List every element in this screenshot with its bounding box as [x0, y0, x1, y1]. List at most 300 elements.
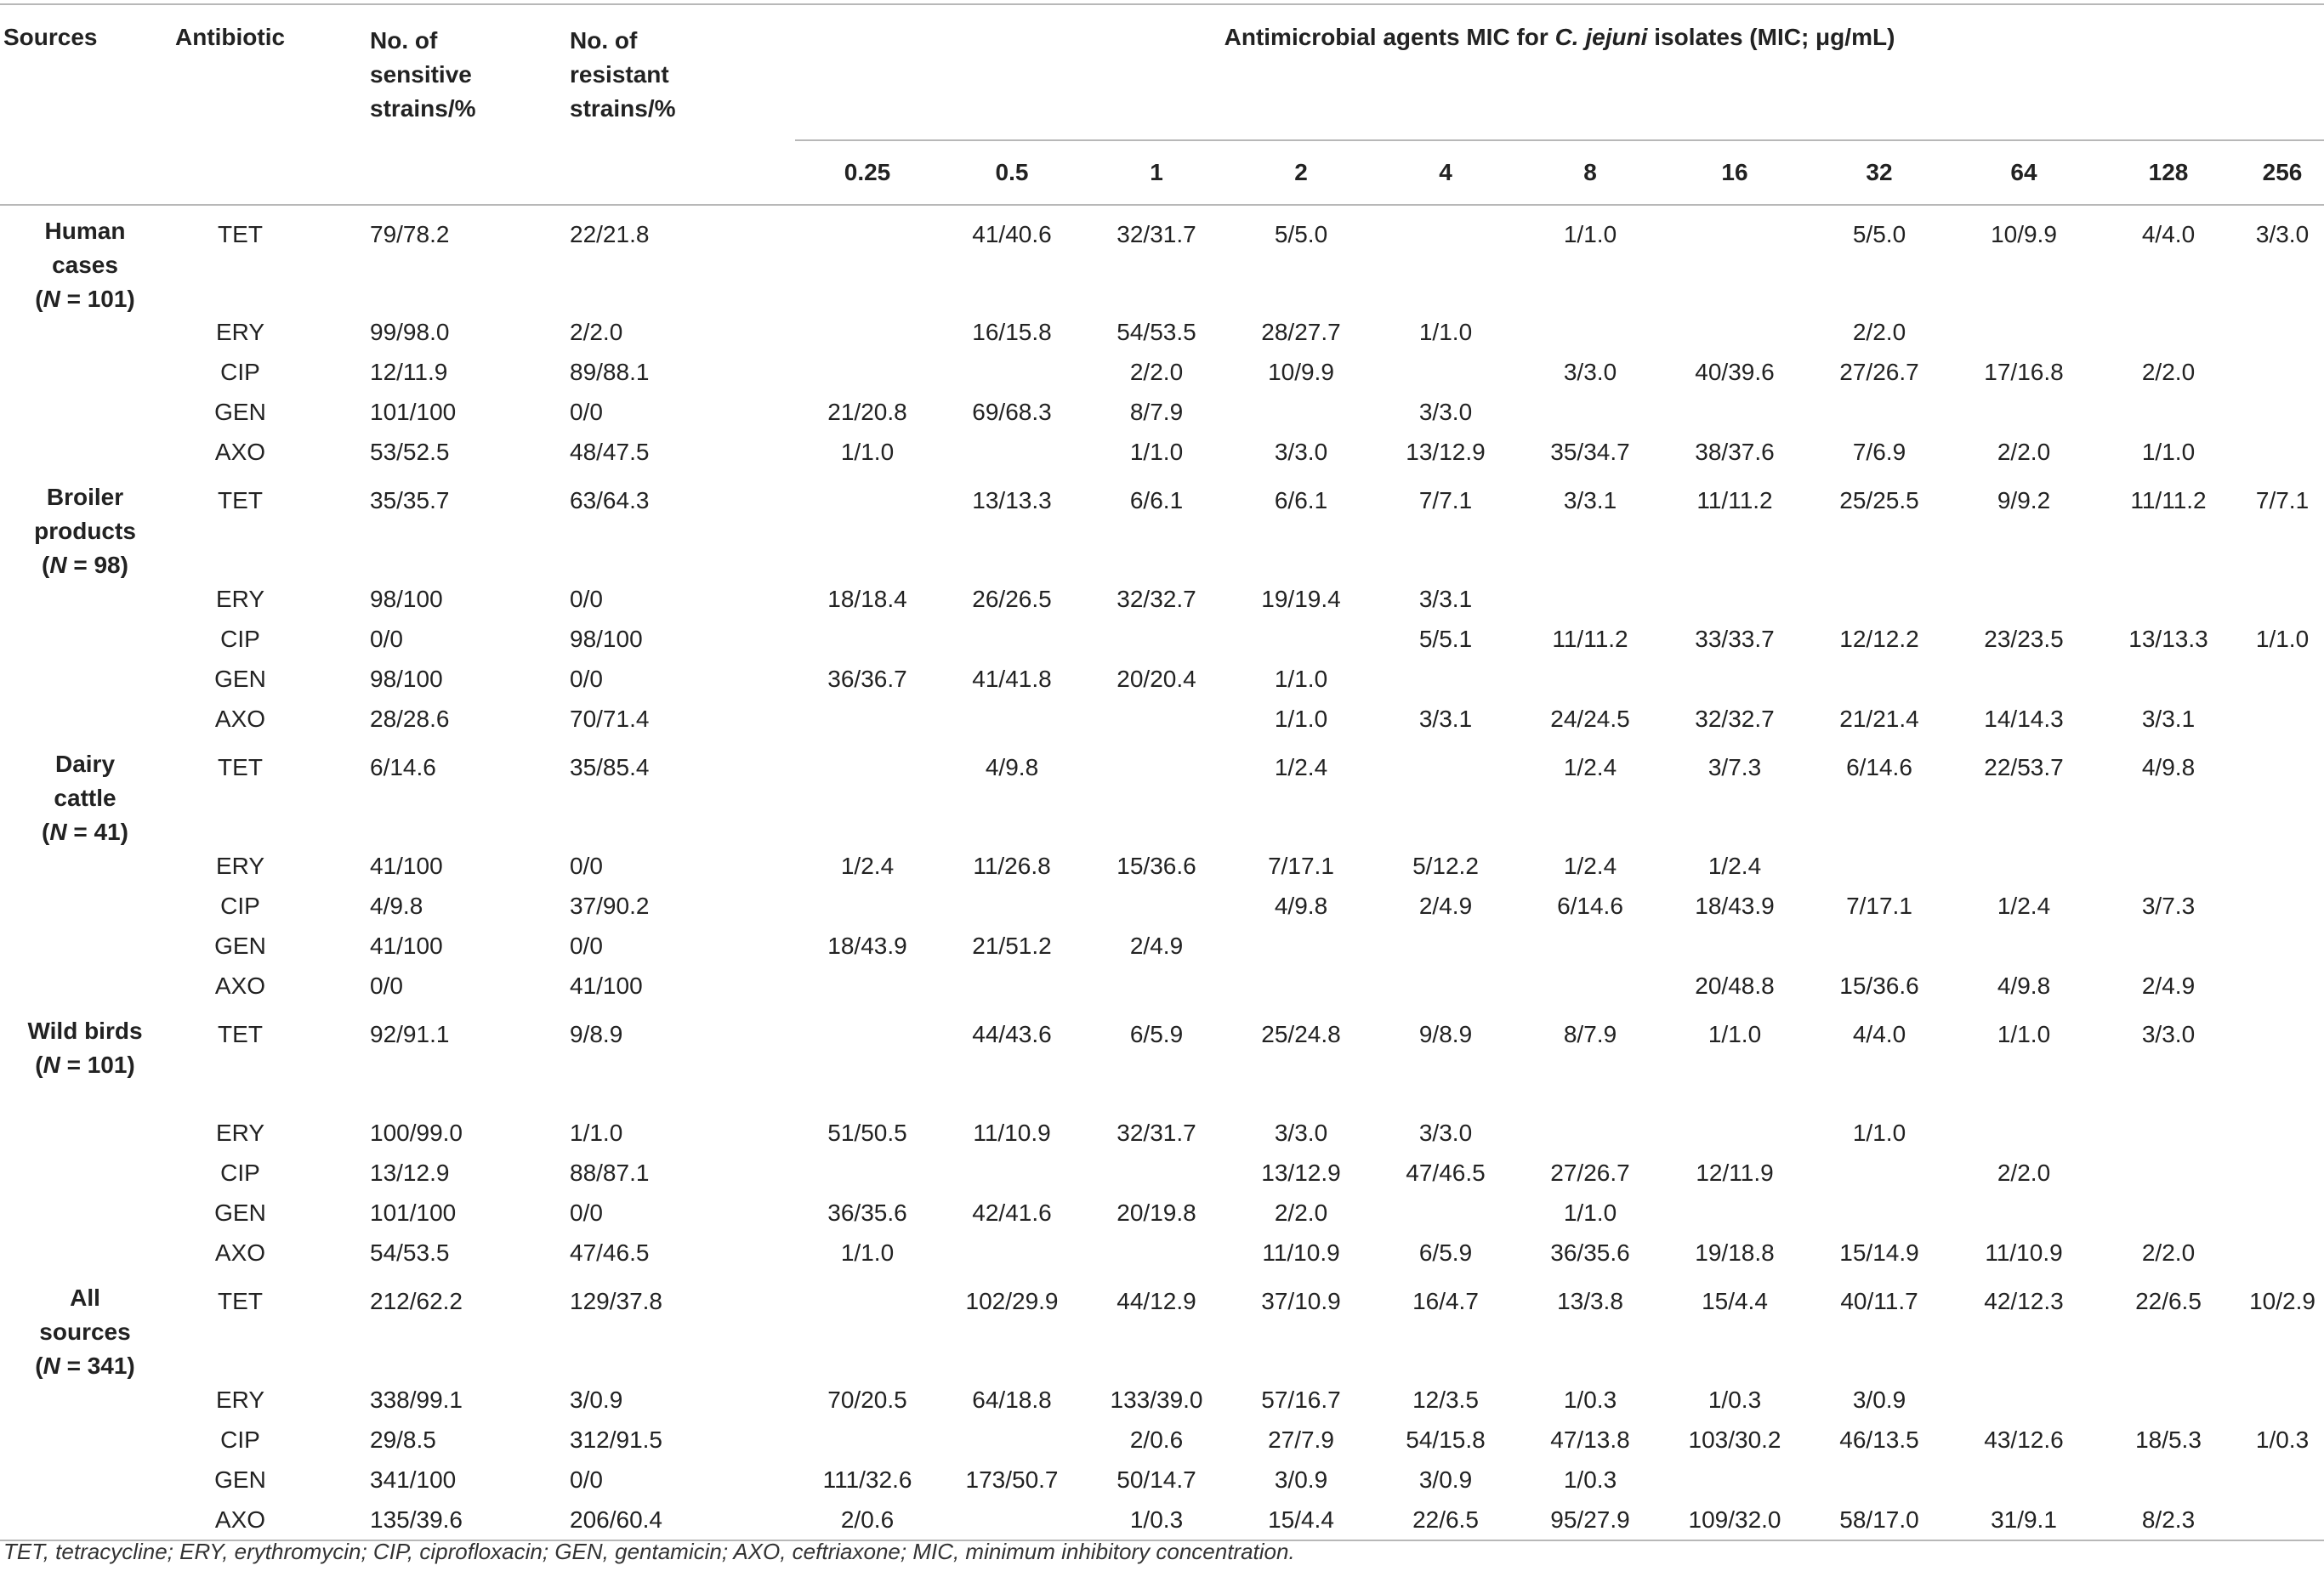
- sensitive-cell: 135/39.6: [370, 1506, 463, 1533]
- source-n-value: = 341): [60, 1353, 135, 1379]
- mic-cell: 4/4.0: [1852, 1021, 1906, 1047]
- mic-cell: [1807, 846, 1952, 886]
- mic-cell: [1952, 926, 2096, 966]
- mic-cell: 22/53.7: [1984, 754, 2064, 780]
- sensitive-cell: 35/35.7: [370, 487, 450, 513]
- antibiotic-cell: ERY: [215, 319, 265, 345]
- table-row: [0, 1233, 2324, 1273]
- mic-cell: 3/3.1: [1418, 706, 1473, 732]
- mic-cell: 14/14.3: [1984, 706, 2064, 732]
- antibiotic-cell: TET: [218, 221, 263, 247]
- sensitive-cell: 98/100: [370, 666, 443, 692]
- mic-cell: 6/14.6: [1846, 754, 1912, 780]
- mic-cell: 5/12.2: [1412, 853, 1479, 879]
- resistant-cell: 206/60.4: [570, 1506, 662, 1533]
- mic-cell: 6/5.9: [1418, 1239, 1473, 1266]
- mic-cell: [1952, 1193, 2096, 1233]
- mic-cell: 2/2.0: [2141, 1239, 2196, 1266]
- mic-cell: 3/7.3: [2141, 893, 2196, 919]
- header-mic-prefix: Antimicrobial agents MIC for: [1224, 24, 1555, 50]
- mic-cell: 47/13.8: [1550, 1426, 1630, 1453]
- mic-cell: 95/27.9: [1550, 1506, 1630, 1533]
- mic-cell: [795, 699, 940, 739]
- source-n-value: = 101): [60, 1052, 135, 1078]
- sensitive-cell: 341/100: [370, 1466, 457, 1493]
- source-cell: Broiler products (N = 98): [34, 484, 136, 578]
- sensitive-cell: 41/100: [370, 853, 443, 879]
- mic-cell: 103/30.2: [1688, 1426, 1781, 1453]
- mic-cell: 38/37.6: [1695, 439, 1775, 465]
- mic-cell: 70/20.5: [827, 1387, 907, 1413]
- antibiotic-cell: ERY: [215, 586, 265, 612]
- mic-cell: [2241, 966, 2324, 1006]
- mic-cell: 3/3.0: [1274, 1120, 1328, 1146]
- mic-cell: [1084, 886, 1229, 926]
- mic-cell: 2/4.9: [2141, 973, 2196, 999]
- mic-cell: 32/32.7: [1695, 706, 1775, 732]
- source-name-line: sources: [39, 1319, 131, 1345]
- mic-cell: [1807, 1193, 1952, 1233]
- mic-cell: [1662, 659, 1807, 699]
- antibiotic-cell: TET: [218, 1288, 263, 1314]
- mic-cell: [2241, 846, 2324, 886]
- mic-cell: 16/15.8: [972, 319, 1052, 345]
- mic-cell: 10/9.9: [1991, 221, 2057, 247]
- mic-cell: 12/3.5: [1412, 1387, 1479, 1413]
- mic-cell: [1373, 1193, 1518, 1233]
- mic-cell: 11/26.8: [973, 853, 1051, 879]
- mic-cell: 1/1.0: [1852, 1120, 1906, 1146]
- header-mic-value: 8: [1583, 159, 1597, 185]
- mic-cell: [1084, 699, 1229, 739]
- resistant-cell: 9/8.9: [570, 1021, 623, 1047]
- mic-cell: 42/12.3: [1984, 1288, 2064, 1314]
- mic-cell: 54/15.8: [1406, 1426, 1486, 1453]
- antibiotic-cell: AXO: [214, 1239, 266, 1266]
- mic-cell: [1807, 392, 1952, 432]
- mic-cell: [795, 312, 940, 352]
- table-row: [0, 352, 2324, 392]
- sensitive-cell: 6/14.6: [370, 754, 436, 780]
- mic-cell: 25/24.8: [1261, 1021, 1341, 1047]
- antibiotic-cell: CIP: [220, 626, 260, 652]
- mic-cell: [2096, 392, 2241, 432]
- table-footnote: TET, tetracycline; ERY, erythromycin; CIP, ciprofloxacin; GEN, gentamicin; AXO, ceftriaxone; MIC, minimum inhibitory concentration.: [3, 1539, 1295, 1564]
- mic-cell: 6/5.9: [1129, 1021, 1184, 1047]
- mic-cell: 2/2.0: [2141, 359, 2196, 385]
- mic-cell: [795, 1006, 940, 1113]
- mic-cell: [2241, 312, 2324, 352]
- source-name-line: cattle: [54, 785, 116, 811]
- mic-cell: [2241, 1006, 2324, 1113]
- mic-cell: 4/9.8: [1997, 973, 2051, 999]
- mic-cell: [1807, 1460, 1952, 1500]
- source-n-label: N: [43, 1052, 60, 1078]
- sensitive-cell: 99/98.0: [370, 319, 450, 345]
- table-row: [0, 432, 2324, 472]
- table-body: [0, 205, 2324, 1540]
- table-row: [0, 926, 2324, 966]
- mic-cell: 46/13.5: [1839, 1426, 1919, 1453]
- mic-cell: 42/41.6: [972, 1200, 1052, 1226]
- mic-cell: 44/12.9: [1117, 1288, 1196, 1314]
- antibiotic-cell: TET: [218, 1021, 263, 1047]
- mic-cell: 15/4.4: [1702, 1288, 1768, 1314]
- mic-cell: 8/7.9: [1129, 399, 1184, 425]
- antibiotic-cell: TET: [218, 487, 263, 513]
- mic-cell: 47/46.5: [1406, 1160, 1486, 1186]
- mic-cell: 3/7.3: [1707, 754, 1762, 780]
- table-row: [0, 886, 2324, 926]
- mic-cell: 1/1.0: [1418, 319, 1473, 345]
- antibiotic-cell: AXO: [214, 973, 266, 999]
- mic-cell: 133/39.0: [1110, 1387, 1203, 1413]
- mic-cell: 1/1.0: [1563, 1200, 1617, 1226]
- mic-cell: [795, 966, 940, 1006]
- mic-cell: 7/17.1: [1268, 853, 1334, 879]
- source-n-value: = 41): [66, 819, 128, 845]
- mic-cell: 22/6.5: [1412, 1506, 1479, 1533]
- mic-cell: [2096, 1193, 2241, 1233]
- mic-cell: [2241, 432, 2324, 472]
- mic-cell: [2241, 1380, 2324, 1420]
- sensitive-cell: 0/0: [370, 973, 403, 999]
- resistant-cell: 35/85.4: [570, 754, 650, 780]
- mic-cell: [795, 619, 940, 659]
- source-name-line: Dairy: [54, 751, 116, 777]
- mic-cell: 3/3.0: [2255, 221, 2310, 247]
- mic-cell: 3/3.0: [1418, 1120, 1473, 1146]
- table-row: [0, 1460, 2324, 1500]
- mic-cell: 5/5.0: [1274, 221, 1328, 247]
- mic-cell: [2096, 1153, 2241, 1193]
- mic-cell: 23/23.5: [1984, 626, 2064, 652]
- mic-cell: 54/53.5: [1117, 319, 1196, 345]
- mic-cell: 11/10.9: [1262, 1239, 1340, 1266]
- mic-cell: 26/26.5: [972, 586, 1052, 612]
- table-row: [0, 699, 2324, 739]
- header-mic-suffix: isolates (MIC; μg/mL): [1647, 24, 1895, 50]
- mic-cell: [2096, 579, 2241, 619]
- header-resistant-line: No. of: [570, 27, 638, 54]
- mic-cell: 32/31.7: [1117, 221, 1196, 247]
- mic-cell: [2096, 1113, 2241, 1153]
- mic-cell: 41/40.6: [972, 221, 1052, 247]
- mic-cell: [1518, 966, 1662, 1006]
- mic-cell: [1518, 579, 1662, 619]
- sensitive-cell: 28/28.6: [370, 706, 450, 732]
- mic-cell: 13/12.9: [1406, 439, 1486, 465]
- resistant-cell: 0/0: [570, 1200, 603, 1226]
- header-mic-value: 256: [2262, 159, 2303, 185]
- resistant-cell: 3/0.9: [570, 1387, 623, 1413]
- mic-cell: [1373, 739, 1518, 846]
- table-row: [0, 1193, 2324, 1233]
- mic-cell: [1952, 659, 2096, 699]
- mic-cell: [940, 1233, 1084, 1273]
- mic-cell: [940, 1420, 1084, 1460]
- source-n-label: N: [49, 819, 67, 845]
- mic-cell: [2241, 659, 2324, 699]
- mic-cell: 1/1.0: [1274, 666, 1328, 692]
- mic-cell: [2241, 886, 2324, 926]
- antibiotic-cell: GEN: [214, 399, 266, 425]
- mic-cell: 20/20.4: [1117, 666, 1196, 692]
- mic-cell: [2241, 1113, 2324, 1153]
- mic-cell: [1662, 205, 1807, 312]
- resistant-cell: 0/0: [570, 666, 603, 692]
- mic-cell: [1807, 926, 1952, 966]
- header-sensitive-line: strains/%: [370, 95, 476, 122]
- mic-cell: 1/1.0: [1129, 439, 1184, 465]
- mic-cell: 13/13.3: [2128, 626, 2208, 652]
- mic-cell: [795, 1420, 940, 1460]
- mic-cell: 20/19.8: [1117, 1200, 1196, 1226]
- mic-cell: [795, 739, 940, 846]
- header-resistant-line: resistant: [570, 61, 669, 88]
- table-row: [0, 312, 2324, 352]
- mic-cell: 18/18.4: [827, 586, 907, 612]
- table-row: [0, 619, 2324, 659]
- mic-cell: [1084, 1233, 1229, 1273]
- mic-cell: 1/1.0: [1563, 221, 1617, 247]
- table-row: [0, 846, 2324, 886]
- mic-cell: 2/2.0: [1997, 439, 2051, 465]
- mic-cell: 15/4.4: [1268, 1506, 1334, 1533]
- mic-cell: [1662, 392, 1807, 432]
- mic-cell: [1662, 1460, 1807, 1500]
- mic-cell: 11/11.2: [1696, 487, 1773, 513]
- mic-cell: 69/68.3: [972, 399, 1052, 425]
- mic-cell: 18/43.9: [1695, 893, 1775, 919]
- header-resistant: [570, 4, 795, 205]
- header-mic-value: 64: [2010, 159, 2037, 185]
- source-n-value: = 98): [66, 552, 128, 578]
- mic-cell: [940, 886, 1084, 926]
- mic-cell: 7/7.1: [1418, 487, 1473, 513]
- sensitive-cell: 0/0: [370, 626, 403, 652]
- mic-cell: [1952, 1460, 2096, 1500]
- source-name-line: Broiler: [46, 484, 124, 510]
- table-row: [0, 1006, 2324, 1113]
- mic-cell: 15/36.6: [1839, 973, 1919, 999]
- mic-cell: 2/2.0: [1274, 1200, 1328, 1226]
- resistant-cell: 0/0: [570, 853, 603, 879]
- source-name-line: products: [34, 518, 136, 544]
- mic-cell: [1662, 926, 1807, 966]
- sensitive-cell: 29/8.5: [370, 1426, 436, 1453]
- mic-cell: [2241, 392, 2324, 432]
- antibiotic-cell: ERY: [215, 1120, 265, 1146]
- source-n-label: N: [49, 552, 67, 578]
- mic-cell: 36/35.6: [1550, 1239, 1630, 1266]
- mic-cell: [2096, 846, 2241, 886]
- source-name-line: cases: [52, 252, 118, 278]
- mic-cell: 5/5.0: [1852, 221, 1906, 247]
- mic-cell: [1229, 926, 1373, 966]
- table-row: [0, 1113, 2324, 1153]
- resistant-cell: 1/1.0: [570, 1120, 623, 1146]
- antibiotic-cell: AXO: [214, 439, 266, 465]
- mic-cell: 11/10.9: [973, 1120, 1051, 1146]
- sensitive-cell: 4/9.8: [370, 893, 423, 919]
- header-mic-species: C. jejuni: [1554, 24, 1648, 50]
- mic-cell: 1/1.0: [2255, 626, 2310, 652]
- mic-cell: [795, 886, 940, 926]
- mic-cell: 111/32.6: [822, 1466, 912, 1493]
- table-row: [0, 1420, 2324, 1460]
- mic-cell: 50/14.7: [1117, 1466, 1196, 1493]
- mic-cell: [795, 472, 940, 579]
- mic-cell: 9/8.9: [1418, 1021, 1473, 1047]
- antibiotic-cell: CIP: [220, 893, 260, 919]
- table-row: [0, 659, 2324, 699]
- header-antibiotic: Antibiotic: [175, 24, 286, 50]
- mic-cell: [2096, 1380, 2241, 1420]
- resistant-cell: 63/64.3: [570, 487, 650, 513]
- mic-cell: [2096, 312, 2241, 352]
- mic-cell: 6/6.1: [1129, 487, 1184, 513]
- header-mic-value: 16: [1721, 159, 1748, 185]
- mic-cell: [1229, 392, 1373, 432]
- table-row: [0, 1153, 2324, 1193]
- mic-cell: 3/3.0: [1274, 439, 1328, 465]
- mic-cell: 2/2.0: [1852, 319, 1906, 345]
- mic-cell: 41/41.8: [972, 666, 1052, 692]
- mic-cell: 11/11.2: [1552, 626, 1628, 652]
- sensitive-cell: 53/52.5: [370, 439, 450, 465]
- mic-cell: 22/6.5: [2135, 1288, 2202, 1314]
- mic-cell: 19/19.4: [1261, 586, 1341, 612]
- mic-cell: 36/35.6: [827, 1200, 907, 1226]
- antibiotic-cell: ERY: [215, 853, 265, 879]
- mic-cell: 18/5.3: [2135, 1426, 2202, 1453]
- table-row: [0, 579, 2324, 619]
- header-resistant-line: strains/%: [570, 95, 676, 122]
- mic-cell: [1662, 1193, 1807, 1233]
- mic-cell: 18/43.9: [827, 933, 907, 959]
- sensitive-cell: 101/100: [370, 399, 457, 425]
- header-mic-value: 0.25: [844, 159, 891, 185]
- sensitive-cell: 100/99.0: [370, 1120, 463, 1146]
- antibiotic-cell: ERY: [215, 1387, 265, 1413]
- mic-cell: [2241, 1153, 2324, 1193]
- header-mic-value: 32: [1866, 159, 1893, 185]
- mic-cell: [2096, 926, 2241, 966]
- mic-cell: [2241, 1233, 2324, 1273]
- header-mic-value: 4: [1439, 159, 1452, 185]
- header-sensitive-line: sensitive: [370, 61, 472, 88]
- mic-cell: [2241, 579, 2324, 619]
- mic-cell: [2241, 739, 2324, 846]
- mic-cell: [940, 352, 1084, 392]
- mic-cell: [2241, 926, 2324, 966]
- resistant-cell: 88/87.1: [570, 1160, 650, 1186]
- mic-cell: [1373, 352, 1518, 392]
- mic-cell: [1952, 579, 2096, 619]
- source-cell: All sources (N = 341): [35, 1285, 135, 1379]
- mic-cell: [1952, 1113, 2096, 1153]
- mic-cell: 1/1.0: [2141, 439, 2196, 465]
- resistant-cell: 98/100: [570, 626, 643, 652]
- resistant-cell: 70/71.4: [570, 706, 650, 732]
- mic-cell: 173/50.7: [965, 1466, 1059, 1493]
- header-mic-group: [795, 4, 2324, 140]
- mic-cell: [940, 699, 1084, 739]
- header-sensitive: [370, 4, 570, 205]
- mic-cell: 1/2.4: [1707, 853, 1762, 879]
- mic-cell: 1/0.3: [1129, 1506, 1184, 1533]
- mic-cell: 24/24.5: [1550, 706, 1630, 732]
- table-row: [0, 1273, 2324, 1380]
- mic-cell: 57/16.7: [1261, 1387, 1341, 1413]
- mic-cell: 4/9.8: [2141, 754, 2196, 780]
- mic-cell: [1518, 659, 1662, 699]
- mic-cell: 1/2.4: [1563, 754, 1617, 780]
- mic-cell: 21/51.2: [972, 933, 1052, 959]
- sensitive-cell: 79/78.2: [370, 221, 450, 247]
- mic-cell: 2/4.9: [1129, 933, 1184, 959]
- mic-cell: 6/14.6: [1557, 893, 1623, 919]
- mic-cell: 16/4.7: [1412, 1288, 1479, 1314]
- mic-cell: [2096, 659, 2241, 699]
- resistant-cell: 37/90.2: [570, 893, 650, 919]
- mic-cell: 8/2.3: [2141, 1506, 2196, 1533]
- mic-cell: [1518, 312, 1662, 352]
- mic-cell: 9/9.2: [1997, 487, 2051, 513]
- antibiotic-cell: GEN: [214, 666, 266, 692]
- antibiotic-cell: GEN: [214, 933, 266, 959]
- mic-cell: [1518, 1113, 1662, 1153]
- mic-cell: [1662, 1113, 1807, 1153]
- source-name-line: All: [70, 1285, 100, 1311]
- mic-cell: [1084, 739, 1229, 846]
- mic-cell: [1662, 579, 1807, 619]
- mic-cell: 6/6.1: [1274, 487, 1328, 513]
- antibiotic-cell: GEN: [214, 1466, 266, 1493]
- mic-cell: [1229, 966, 1373, 1006]
- mic-cell: 36/36.7: [827, 666, 907, 692]
- header-sensitive-line: No. of: [370, 27, 438, 54]
- mic-cell: 58/17.0: [1839, 1506, 1919, 1533]
- mic-cell: 3/3.0: [1418, 399, 1473, 425]
- mic-cell: [940, 1153, 1084, 1193]
- resistant-cell: 48/47.5: [570, 439, 650, 465]
- mic-cell: 43/12.6: [1984, 1426, 2064, 1453]
- mic-cell: 4/9.8: [985, 754, 1039, 780]
- mic-cell: 31/9.1: [1991, 1506, 2057, 1533]
- mic-cell: 44/43.6: [972, 1021, 1052, 1047]
- mic-cell: 8/7.9: [1563, 1021, 1617, 1047]
- mic-cell: 1/2.4: [1997, 893, 2051, 919]
- mic-cell: 1/2.4: [840, 853, 895, 879]
- mic-cell: [940, 1500, 1084, 1540]
- mic-cell: 21/20.8: [827, 399, 907, 425]
- mic-cell: 28/27.7: [1261, 319, 1341, 345]
- resistant-cell: 47/46.5: [570, 1239, 650, 1266]
- mic-cell: 15/36.6: [1117, 853, 1196, 879]
- mic-cell: [2096, 1460, 2241, 1500]
- mic-cell: 40/11.7: [1840, 1288, 1918, 1314]
- mic-cell: 3/3.1: [1418, 586, 1473, 612]
- resistant-cell: 0/0: [570, 586, 603, 612]
- resistant-cell: 0/0: [570, 399, 603, 425]
- antibiotic-cell: AXO: [214, 706, 266, 732]
- table-header: [0, 4, 2324, 205]
- mic-cell: 27/26.7: [1839, 359, 1919, 385]
- table-row: [0, 205, 2324, 312]
- mic-cell: [795, 352, 940, 392]
